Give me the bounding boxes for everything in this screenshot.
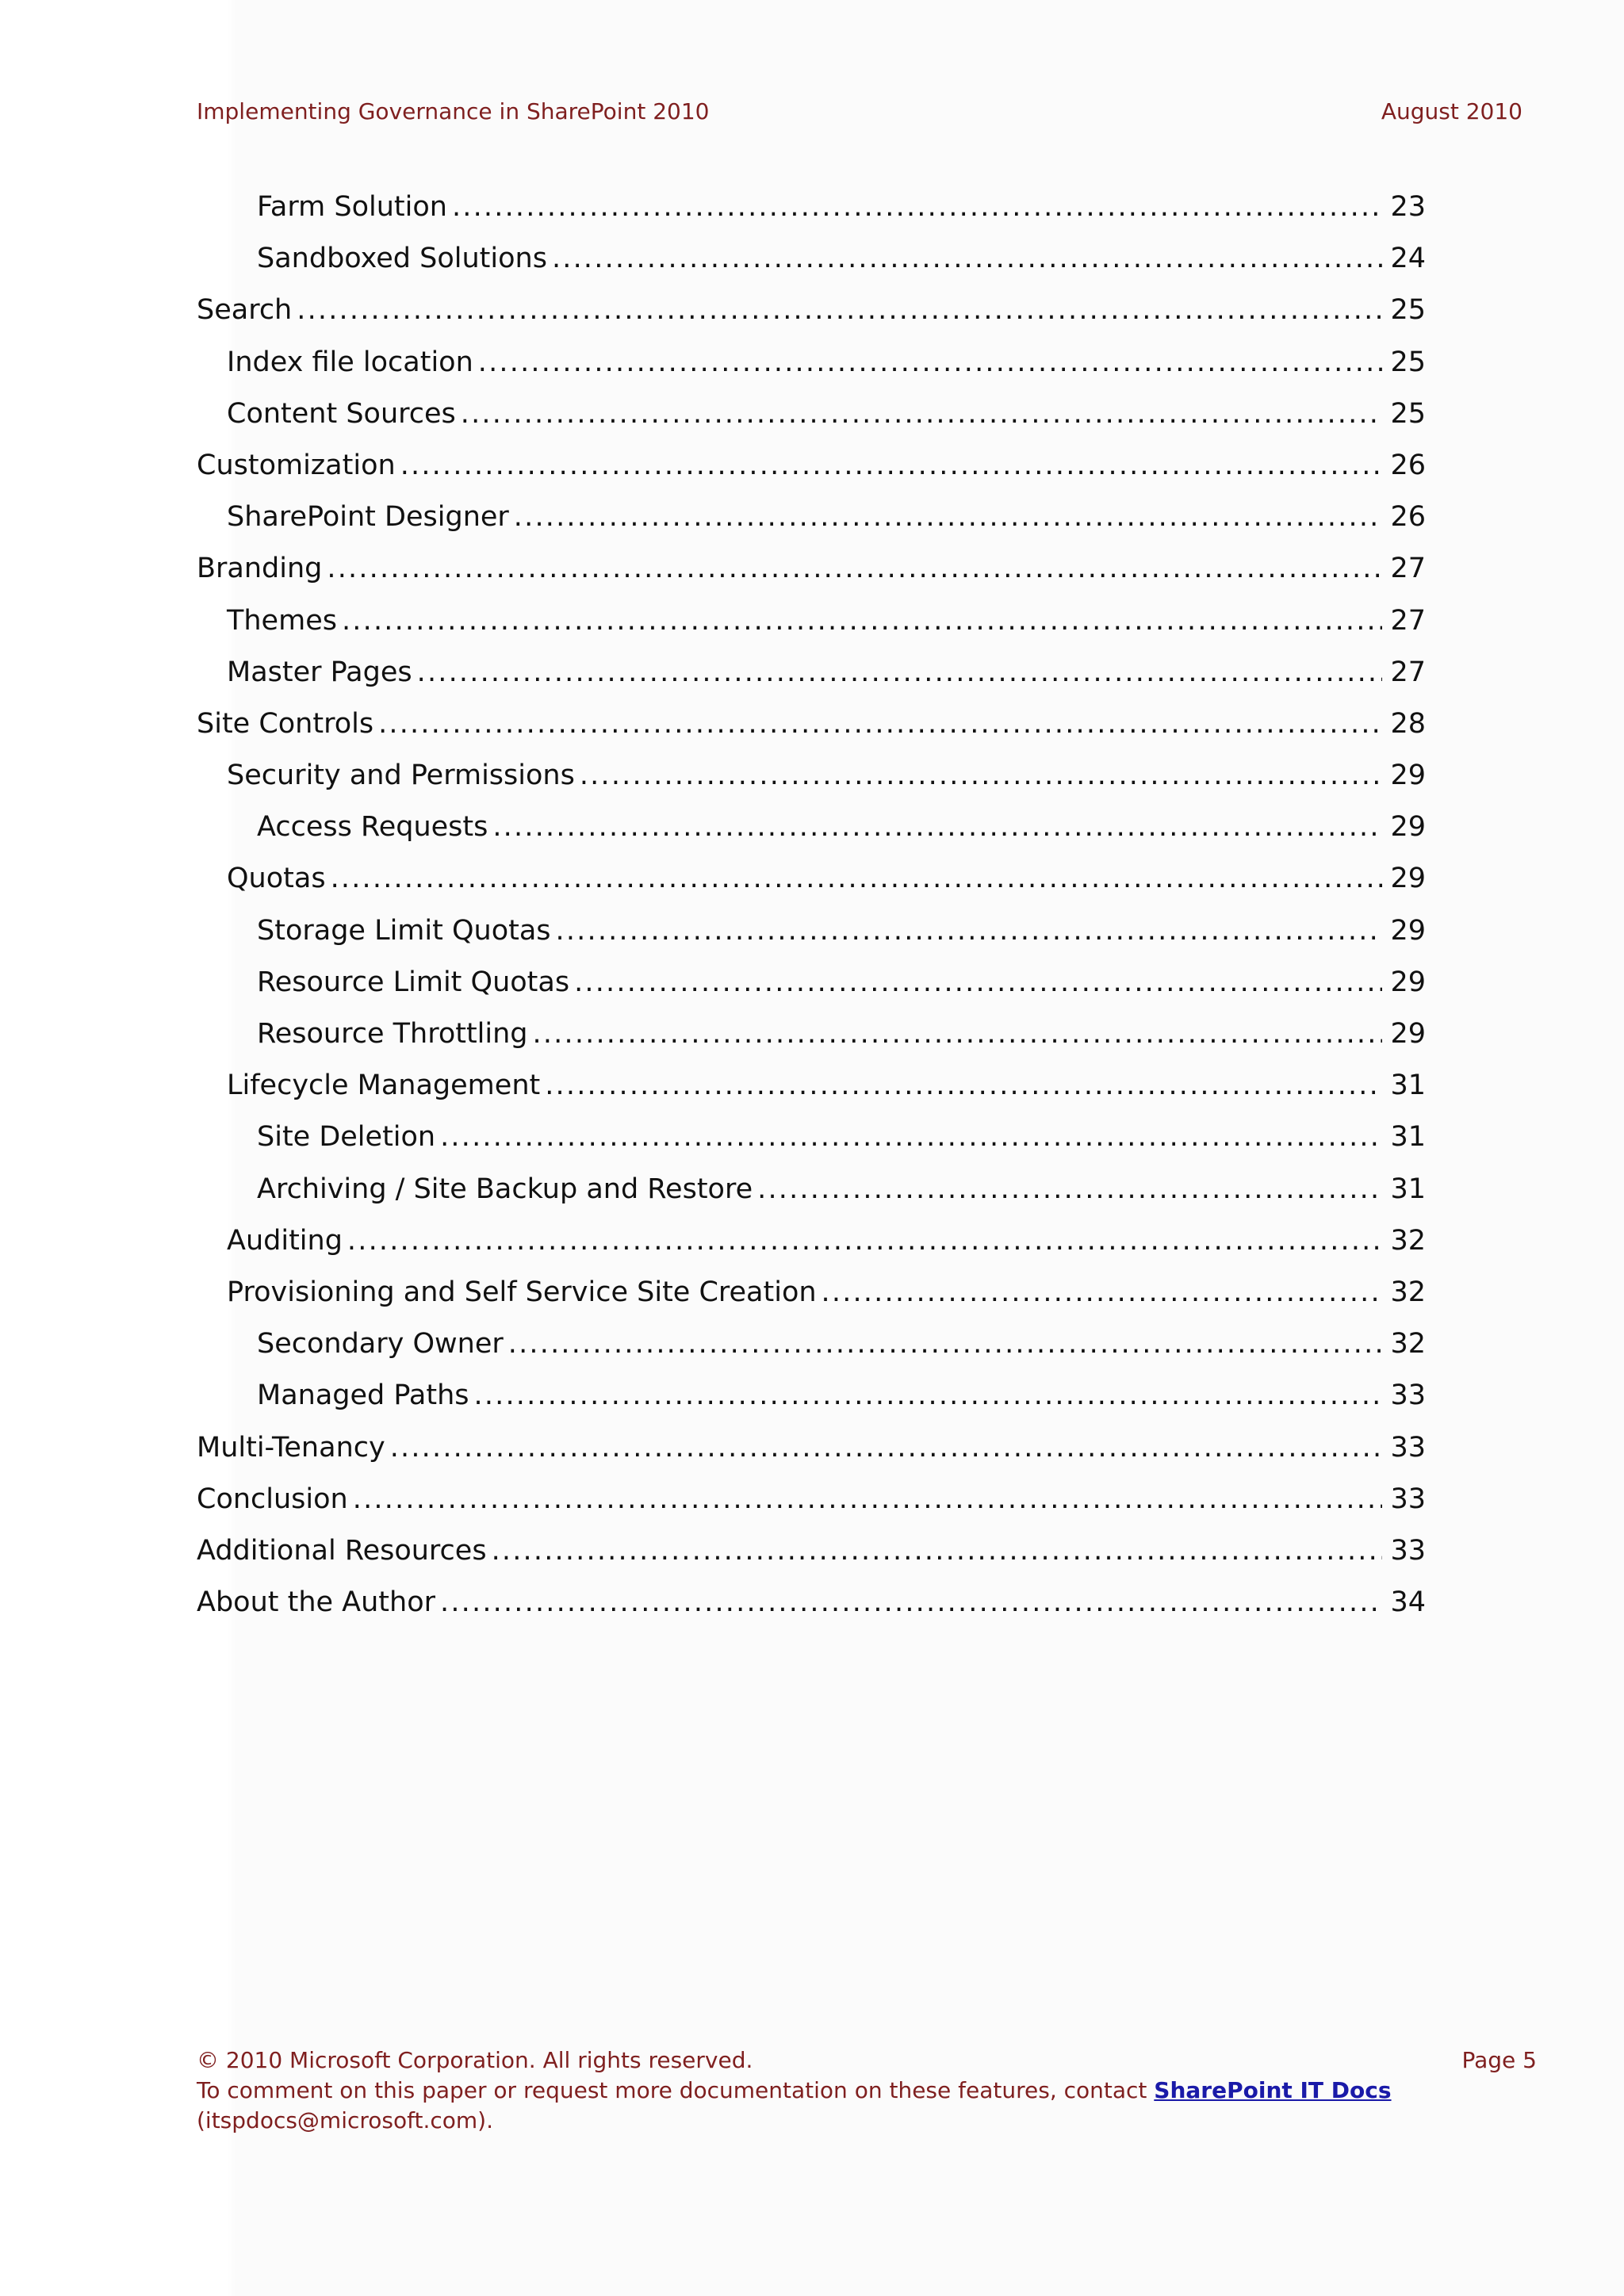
toc-dot-leader xyxy=(822,1276,1383,1308)
toc-entry-page: 32 xyxy=(1390,1276,1426,1308)
toc-entry-label: Themes xyxy=(227,604,337,637)
toc-entry[interactable] xyxy=(197,191,1426,243)
toc-dot-leader xyxy=(514,501,1383,533)
toc-entry[interactable] xyxy=(197,1018,1426,1070)
toc-dot-leader xyxy=(390,1432,1383,1464)
toc-dot-leader xyxy=(342,605,1382,637)
toc-entry-page: 34 xyxy=(1390,1586,1426,1619)
toc-entry-page: 31 xyxy=(1390,1173,1426,1205)
toc-entry[interactable] xyxy=(197,1276,1426,1328)
toc-dot-leader xyxy=(545,1070,1382,1101)
footer-comment-line xyxy=(197,2076,1537,2106)
toc-dot-leader xyxy=(331,863,1383,894)
toc-entry[interactable] xyxy=(197,346,1426,398)
toc-entry[interactable] xyxy=(197,605,1426,656)
toc-entry[interactable] xyxy=(197,656,1426,708)
toc-entry-label: Customization xyxy=(197,449,396,481)
toc-entry-page: 32 xyxy=(1390,1224,1426,1257)
toc-dot-leader xyxy=(492,1535,1383,1567)
toc-entry-page: 33 xyxy=(1390,1431,1426,1464)
toc-entry[interactable] xyxy=(197,1173,1426,1225)
toc-entry-label: Sandboxed Solutions xyxy=(257,243,547,275)
toc-dot-leader xyxy=(492,811,1382,843)
toc-entry-page: 26 xyxy=(1390,449,1426,481)
toc-entry[interactable] xyxy=(197,398,1426,450)
toc-entry[interactable] xyxy=(197,1070,1426,1121)
toc-entry-page: 31 xyxy=(1390,1070,1426,1102)
toc-entry-page: 27 xyxy=(1390,656,1426,688)
toc-entry-label: Resource Throttling xyxy=(257,1018,528,1050)
document-date: August 2010 xyxy=(1381,98,1522,124)
toc-entry-label: Auditing xyxy=(227,1224,343,1257)
toc-dot-leader xyxy=(440,1121,1382,1153)
toc-entry[interactable] xyxy=(197,243,1426,294)
toc-entry-label: Conclusion xyxy=(197,1483,348,1515)
sharepoint-it-docs-link[interactable]: SharePoint IT Docs xyxy=(1154,2077,1392,2103)
footer-copyright-line xyxy=(197,2045,1537,2076)
toc-entry-page: 29 xyxy=(1390,811,1426,844)
toc-entry-label: Managed Paths xyxy=(257,1380,469,1412)
toc-entry[interactable] xyxy=(197,294,1426,346)
page-header xyxy=(197,98,1522,127)
toc-entry-label: Farm Solution xyxy=(257,191,447,223)
toc-entry-page: 26 xyxy=(1390,501,1426,534)
toc-dot-leader xyxy=(297,294,1382,326)
toc-entry-label: Master Pages xyxy=(227,656,412,688)
toc-entry-label: Index file location xyxy=(227,346,473,378)
contact-email: (itspdocs@microsoft.com). xyxy=(197,2107,493,2133)
toc-entry-page: 25 xyxy=(1390,294,1426,327)
toc-entry-page: 29 xyxy=(1390,914,1426,947)
toc-entry-page: 33 xyxy=(1390,1380,1426,1412)
toc-dot-leader xyxy=(417,656,1383,688)
footer-email-line xyxy=(197,2106,1537,2136)
toc-entry-page: 29 xyxy=(1390,760,1426,792)
toc-entry-page: 29 xyxy=(1390,966,1426,998)
toc-entry-label: Quotas xyxy=(227,863,326,895)
toc-entry-label: Storage Limit Quotas xyxy=(257,914,551,947)
toc-entry[interactable] xyxy=(197,1380,1426,1431)
toc-entry-label: Archiving / Site Backup and Restore xyxy=(257,1173,753,1205)
toc-dot-leader xyxy=(452,191,1383,223)
toc-entry-label: Provisioning and Self Service Site Creation xyxy=(227,1276,817,1308)
toc-entry-label: Security and Permissions xyxy=(227,760,575,792)
toc-entry[interactable] xyxy=(197,1432,1426,1483)
toc-entry[interactable] xyxy=(197,760,1426,811)
toc-entry[interactable] xyxy=(197,1586,1426,1638)
toc-entry-label: Site Controls xyxy=(197,707,374,740)
toc-entry-page: 33 xyxy=(1390,1483,1426,1515)
toc-entry-label: Search xyxy=(197,294,293,327)
toc-dot-leader xyxy=(474,1380,1383,1411)
toc-entry-label: About the Author xyxy=(197,1586,436,1619)
toc-entry-page: 25 xyxy=(1390,346,1426,378)
toc-dot-leader xyxy=(378,708,1382,740)
page-footer xyxy=(197,2045,1537,2136)
toc-entry-label: Site Deletion xyxy=(257,1121,436,1154)
toc-dot-leader xyxy=(440,1586,1382,1618)
toc-dot-leader xyxy=(556,915,1383,947)
document-title: Implementing Governance in SharePoint 2010 xyxy=(197,98,710,124)
toc-dot-leader xyxy=(461,398,1383,430)
toc-entry-page: 25 xyxy=(1390,397,1426,430)
toc-entry[interactable] xyxy=(197,553,1426,604)
toc-entry-label: SharePoint Designer xyxy=(227,501,509,534)
toc-entry[interactable] xyxy=(197,966,1426,1018)
toc-entry-label: Content Sources xyxy=(227,397,456,430)
toc-dot-leader xyxy=(400,450,1383,481)
toc-entry-label: Branding xyxy=(197,553,323,585)
toc-entry-page: 28 xyxy=(1390,707,1426,740)
toc-dot-leader xyxy=(757,1173,1382,1205)
comment-text: To comment on this paper or request more documentation on these features, contact xyxy=(197,2077,1155,2103)
toc-entry[interactable] xyxy=(197,1535,1426,1586)
page-number: Page 5 xyxy=(1461,2047,1537,2073)
toc-dot-leader xyxy=(552,243,1383,274)
toc-dot-leader xyxy=(574,966,1382,998)
toc-entry-page: 32 xyxy=(1390,1328,1426,1360)
toc-entry-page: 29 xyxy=(1390,863,1426,895)
toc-entry[interactable] xyxy=(197,1225,1426,1276)
toc-entry-page: 27 xyxy=(1390,553,1426,585)
toc-dot-leader xyxy=(580,760,1383,791)
toc-entry-page: 27 xyxy=(1390,604,1426,637)
toc-entry-page: 29 xyxy=(1390,1018,1426,1050)
toc-entry-page: 24 xyxy=(1390,243,1426,275)
toc-entry-page: 33 xyxy=(1390,1534,1426,1567)
toc-dot-leader xyxy=(353,1483,1383,1515)
toc-entry[interactable] xyxy=(197,501,1426,553)
copyright-text: © 2010 Microsoft Corporation. All rights reserved. xyxy=(197,2047,753,2073)
toc-entry-label: Secondary Owner xyxy=(257,1328,504,1360)
toc-entry[interactable] xyxy=(197,863,1426,914)
toc-entry-label: Access Requests xyxy=(257,811,488,844)
toc-entry[interactable] xyxy=(197,450,1426,501)
toc-entry-label: Resource Limit Quotas xyxy=(257,966,570,998)
toc-dot-leader xyxy=(508,1328,1383,1360)
toc-entry-page: 23 xyxy=(1390,191,1426,223)
toc-dot-leader xyxy=(478,346,1383,378)
toc-entry[interactable] xyxy=(197,811,1426,863)
toc-entry-page: 31 xyxy=(1390,1121,1426,1154)
toc-entry[interactable] xyxy=(197,1483,1426,1535)
toc-entry[interactable] xyxy=(197,708,1426,760)
toc-entry[interactable] xyxy=(197,1121,1426,1173)
toc-entry[interactable] xyxy=(197,1328,1426,1380)
toc-entry-label: Additional Resources xyxy=(197,1534,487,1567)
toc-dot-leader xyxy=(347,1225,1383,1257)
toc-dot-leader xyxy=(327,553,1382,584)
toc-entry-label: Multi-Tenancy xyxy=(197,1431,385,1464)
toc-entry-label: Lifecycle Management xyxy=(227,1070,541,1102)
toc-dot-leader xyxy=(533,1018,1383,1050)
toc-entry[interactable] xyxy=(197,915,1426,966)
table-of-contents xyxy=(197,191,1426,1638)
